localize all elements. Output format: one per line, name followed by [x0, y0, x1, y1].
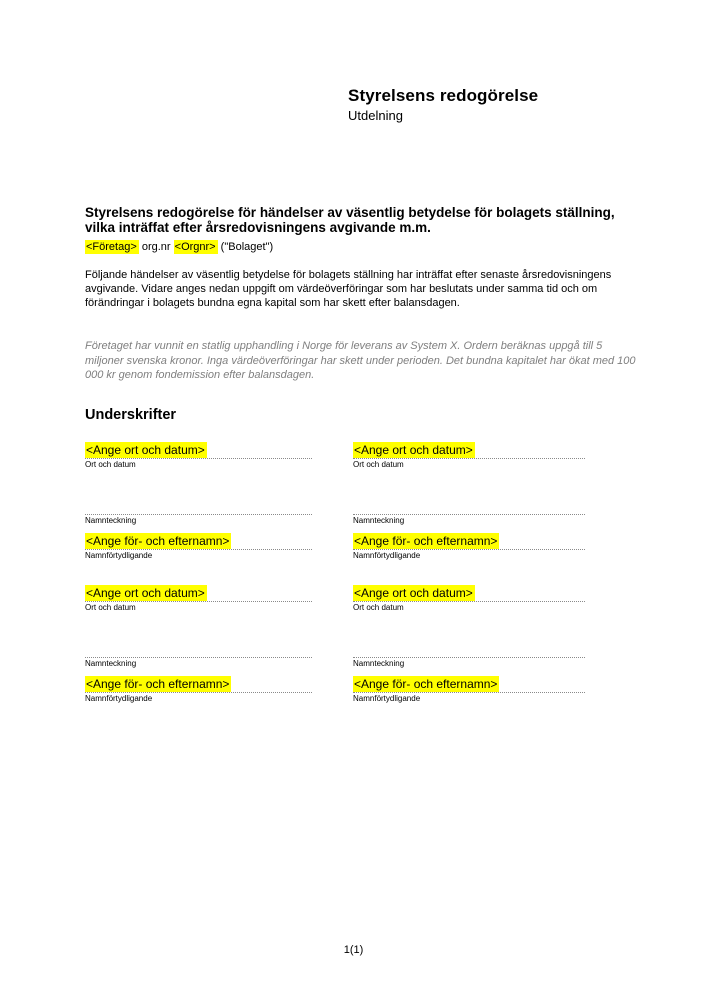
place-date-placeholder-field[interactable]: <Ange ort och datum>: [86, 443, 205, 457]
orgnr-label: org.nr: [141, 241, 171, 253]
place-date-field-2-right: [353, 585, 585, 613]
events-paragraph: Följande händelser av väsentlig betydelse för bolagets ställning har inträffat efter senaste årsredovisningens avgivande. Vidare anges nedan uppgift om värdeöverföringar som har beslutats under samma tid och om förändringar i bolagets bundna egna kapital som har skett efter balansdagen.: [85, 269, 612, 309]
signature-field-2-left: [85, 657, 312, 704]
name-value: [85, 676, 312, 693]
company-suffix: ("Bolaget"): [220, 241, 274, 253]
place-date-field-1-left: [85, 442, 312, 470]
signature-line: [85, 657, 312, 658]
orgnr-placeholder-field[interactable]: <Orgnr>: [174, 241, 216, 253]
place-date-field-2-left: [85, 585, 312, 613]
signature-row-name-2: [85, 657, 585, 704]
signature-row-place-date-1: [85, 442, 585, 470]
name-label: Namnförtydligande: [353, 551, 421, 560]
document-subtitle: Utdelning: [348, 108, 403, 123]
name-placeholder-field[interactable]: <Ange för- och efternamn>: [86, 534, 230, 548]
main-heading: Styrelsens redogörelse för händelser av väsentlig betydelse för bolagets ställning, vilka inträffat efter årsredovisningens avgivande m.m.: [85, 205, 615, 235]
company-line: [85, 240, 637, 254]
name-label: Namnförtydligande: [85, 551, 153, 560]
signature-label: Namnteckning: [85, 659, 137, 668]
place-date-value: [85, 442, 312, 459]
example-paragraph: Företaget har vunnit en statlig upphandling i Norge för leverans av System X. Ordern beräknas uppgå till 5 miljoner svenska kronor. Inga värdeöverföringar har skett under perioden. Det bundna kapitalet har ökat med 100 000 kr genom fondemission efter balansdagen.: [85, 340, 636, 381]
place-date-field-1-right: [353, 442, 585, 470]
company-placeholder-field[interactable]: <Företag>: [86, 241, 137, 253]
name-value: [353, 533, 585, 550]
signatures-heading: Underskrifter: [85, 407, 177, 423]
place-date-label: Ort och datum: [85, 603, 136, 612]
name-value: [353, 676, 585, 693]
place-date-placeholder-field[interactable]: <Ange ort och datum>: [354, 443, 473, 457]
name-placeholder-field[interactable]: <Ange för- och efternamn>: [354, 677, 498, 691]
signature-label: Namnteckning: [353, 659, 405, 668]
name-label: Namnförtydligande: [85, 694, 153, 703]
signature-label: Namnteckning: [353, 516, 405, 525]
place-date-label: Ort och datum: [353, 603, 404, 612]
name-label: Namnförtydligande: [353, 694, 421, 703]
signature-line: [353, 514, 585, 515]
name-placeholder-field[interactable]: <Ange för- och efternamn>: [354, 534, 498, 548]
name-value: [85, 533, 312, 550]
document-header: [348, 86, 538, 123]
signature-field-1-right: [353, 514, 585, 561]
place-date-value: [353, 442, 585, 459]
page-number: 1(1): [343, 944, 364, 956]
signature-line: [85, 514, 312, 515]
signature-field-2-right: [353, 657, 585, 704]
name-placeholder-field[interactable]: <Ange för- och efternamn>: [86, 677, 230, 691]
signature-field-1-left: [85, 514, 312, 561]
signature-row-name-1: [85, 514, 585, 561]
place-date-value: [353, 585, 585, 602]
signature-row-place-date-2: [85, 585, 585, 613]
signature-label: Namnteckning: [85, 516, 137, 525]
place-date-value: [85, 585, 312, 602]
place-date-label: Ort och datum: [353, 460, 404, 469]
place-date-placeholder-field[interactable]: <Ange ort och datum>: [86, 586, 205, 600]
signature-line: [353, 657, 585, 658]
place-date-placeholder-field[interactable]: <Ange ort och datum>: [354, 586, 473, 600]
place-date-label: Ort och datum: [85, 460, 136, 469]
document-title: Styrelsens redogörelse: [348, 86, 539, 105]
